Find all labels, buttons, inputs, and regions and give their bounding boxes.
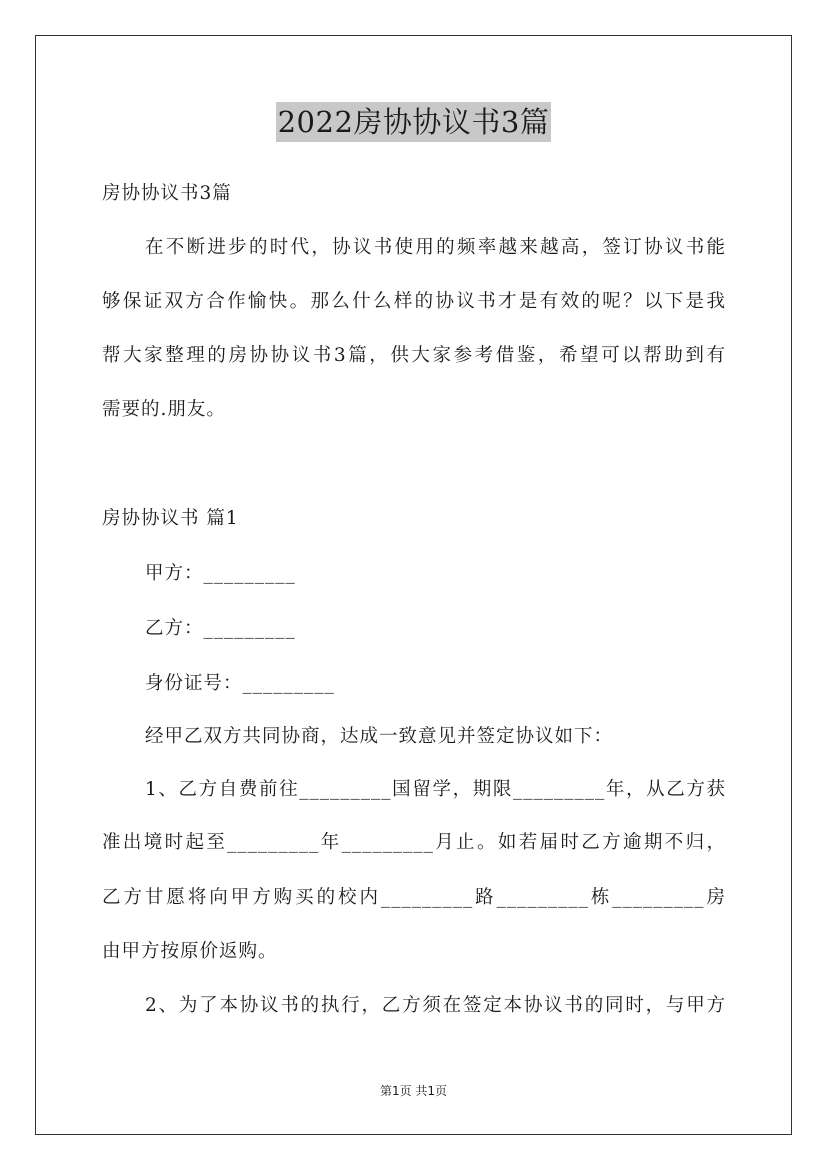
- clause-1-line-3: 乙方甘愿将向甲方购买的校内_________路_________栋_________房: [102, 887, 726, 908]
- party-a-field: 甲方：_________: [145, 563, 296, 584]
- clause-1-line-4: 由甲方按原价返购。: [102, 941, 278, 962]
- document-subtitle: 房协协议书3篇: [102, 183, 232, 204]
- page-footer: 第1页 共1页: [379, 1084, 448, 1098]
- title-container: [0, 102, 827, 142]
- id-number-field: 身份证号：_________: [145, 673, 335, 694]
- clause-1-line-1: 1、乙方自费前往_________国留学，期限_________年，从乙方获: [145, 779, 726, 800]
- intro-line-2: 够保证双方合作愉快。那么什么样的协议书才是有效的呢？以下是我: [102, 291, 726, 312]
- clause-1-line-2: 准出境时起至_________年_________月止。如若届时乙方逾期不归，: [102, 832, 726, 853]
- clause-2-line-1: 2、为了本协议书的执行，乙方须在签定本协议书的同时，与甲方: [145, 995, 726, 1016]
- section-heading: 房协协议书 篇1: [102, 508, 239, 529]
- party-b-field: 乙方：_________: [145, 618, 296, 639]
- intro-line-4: 需要的.朋友。: [102, 399, 226, 420]
- document-title: 2022房协协议书3篇: [276, 102, 552, 142]
- intro-line-1: 在不断进步的时代，协议书使用的频率越来越高，签订协议书能: [145, 237, 726, 258]
- intro-line-3: 帮大家整理的房协协议书3篇，供大家参考借鉴，希望可以帮助到有: [102, 345, 726, 366]
- agreement-intro: 经甲乙双方共同协商，达成一致意见并签定协议如下：: [145, 726, 614, 747]
